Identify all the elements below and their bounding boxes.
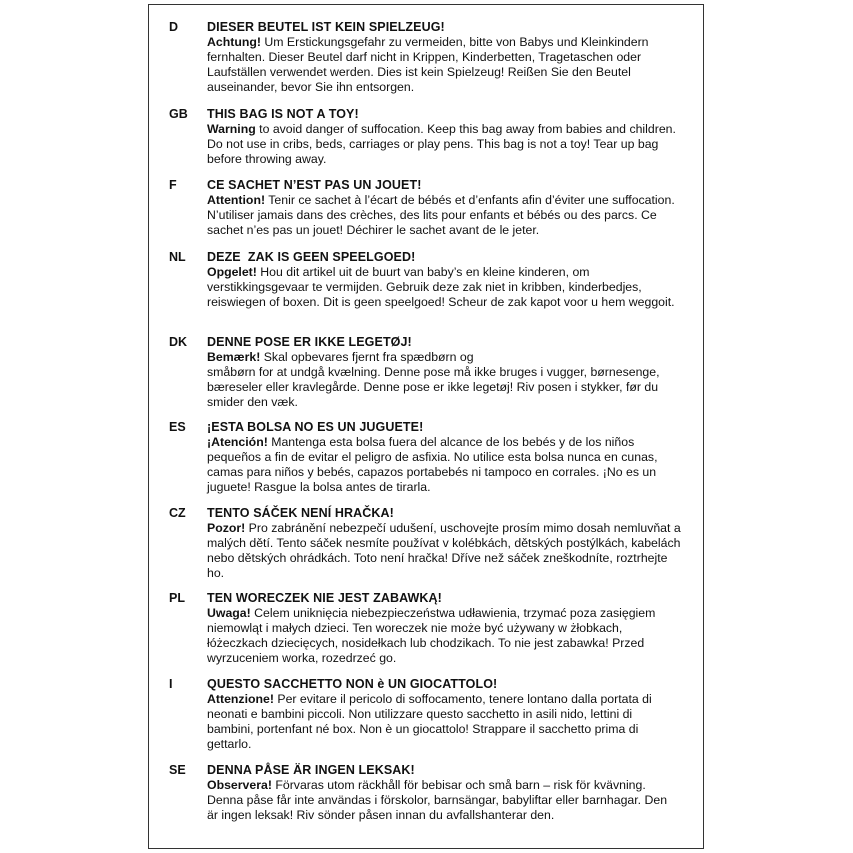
warning-text xyxy=(207,692,681,752)
warning-body: Skal opbevares fjernt fra spædbørn og småbørn for at undgå kvælning. Denne pose må ikke bruges i vugger, børnesenge, bæreseler eller kravlegårde. Denne pose er ikke legetøj! Riv posen i stykker, før du smider den væk. xyxy=(207,350,660,409)
warning-heading: QUESTO SACCHETTO NON è UN GIOCATTOLO! xyxy=(207,677,498,691)
section-body xyxy=(207,677,681,752)
language-code: D xyxy=(169,20,179,34)
warning-lead: ¡Atención! xyxy=(207,435,268,449)
warning-text xyxy=(207,193,681,238)
warning-body: Tenir ce sachet à l’écart de bébés et d’enfants afin d’éviter une suffocation. N’utiliser jamais dans des crèches, des lits pour enfants et bébés ou des parcs. Ce sachet n’es pas un jouet! Déchirer le sachet avant de le jeter. xyxy=(207,193,675,237)
warning-sheet xyxy=(148,4,704,849)
section-body xyxy=(207,420,681,495)
section-body xyxy=(207,178,681,238)
warning-body: Celem uniknięcia niebezpieczeństwa udławienia, trzymać poza zasięgiem niemowląt i małych dzieci. Ten woreczek nie może być używany w żłobkach, łóżeczkach dziecięcych, nosidełkach lub chodzikach. To nie jest zabawka! Przed wyrzuceniem worka, rozedrzeć go. xyxy=(207,606,656,665)
warning-heading: DIESER BEUTEL IST KEIN SPIELZEUG! xyxy=(207,20,445,34)
warning-text xyxy=(207,606,681,666)
warning-text xyxy=(207,122,681,167)
warning-heading: THIS BAG IS NOT A TOY! xyxy=(207,107,359,121)
warning-body: to avoid danger of suffocation. Keep this bag away from babies and children. Do not use in cribs, beds, carriages or play pens. This bag is not a toy! Tear up bag before throwing away. xyxy=(207,122,676,166)
warning-lead: Opgelet! xyxy=(207,265,257,279)
section-body xyxy=(207,591,681,666)
language-code: F xyxy=(169,178,177,192)
language-code: SE xyxy=(169,763,186,777)
warning-text xyxy=(207,35,681,95)
warning-lead: Attenzione! xyxy=(207,692,274,706)
warning-body: Mantenga esta bolsa fuera del alcance de los bebés y de los niños pequeños a fin de evitar el peligro de asfixia. No utilice esta bolsa nunca en cunas, camas para niños y bebés, capazos portabebés ni tampoco en corrales. ¡No es un juguete! Rasgue la bolsa antes de tirarla. xyxy=(207,435,658,494)
warning-body: Pro zabránění nebezpečí udušení, uschovejte prosím mimo dosah nemluvňat a malých dětí. Tento sáček nesmíte používat v kolébkách, dětských postýlkách, kabelách nebo dětských ohrádkách. Toto není hračka! Dříve než sáček zneškodníte, roztrhejte ho. xyxy=(207,521,681,580)
warning-body: Per evitare il pericolo di soffocamento, tenere lontano dalla portata di neonati e bambini piccoli. Non utilizzare questo sacchetto in asili nido, lettini di bambini, portenfant né box. Non è un giocattolo! Strappare il sacchetto prima di gettarlo. xyxy=(207,692,652,751)
warning-lead: Uwaga! xyxy=(207,606,251,620)
warning-body: Um Erstickungsgefahr zu vermeiden, bitte von Babys und Kleinkindern fernhalten. Dieser Beutel darf nicht in Krippen, Kinderbetten, Tragetaschen oder Laufställen verwendet werden. Dies ist kein Spielzeug! Reißen Sie den Beutel auseinander, bevor Sie ihn entsorgen. xyxy=(207,35,649,94)
warning-heading: TENTO SÁČEK NENÍ HRAČKA! xyxy=(207,506,394,520)
warning-text xyxy=(207,350,681,410)
language-code: GB xyxy=(169,107,188,121)
warning-body: Förvaras utom räckhåll för bebisar och små barn – risk för kvävning. Denna påse får inte användas i förskolor, barnsängar, babyliftar eller barnhagar. Den är ingen leksak! Riv sönder påsen innan du avfallshanterar den. xyxy=(207,778,668,822)
language-code: CZ xyxy=(169,506,186,520)
language-code: PL xyxy=(169,591,185,605)
warning-heading: TEN WORECZEK NIE JEST ZABAWKĄ! xyxy=(207,591,442,605)
section-body xyxy=(207,250,681,310)
warning-lead: Attention! xyxy=(207,193,266,207)
warning-heading: CE SACHET N’EST PAS UN JOUET! xyxy=(207,178,422,192)
warning-text xyxy=(207,435,681,495)
section-body xyxy=(207,20,681,95)
warning-body: Hou dit artikel uit de buurt van baby’s en kleine kinderen, om verstikkingsgevaar te vermijden. Gebruik deze zak niet in kribben, kinderbedjes, reiswiegen of boxen. Dit is geen speelgoed! Scheur de zak kapot voor u hem weggoit. xyxy=(207,265,675,309)
warning-text xyxy=(207,778,681,823)
warning-lead: Achtung! xyxy=(207,35,261,49)
warning-text xyxy=(207,265,681,310)
language-code: ES xyxy=(169,420,186,434)
warning-heading: DEZE ZAK IS GEEN SPEELGOED! xyxy=(207,250,416,264)
section-body xyxy=(207,506,681,581)
warning-text xyxy=(207,521,681,581)
warning-heading: DENNE POSE ER IKKE LEGETØJ! xyxy=(207,335,412,349)
language-code: I xyxy=(169,677,173,691)
warning-lead: Bemærk! xyxy=(207,350,261,364)
warning-heading: DENNA PÅSE ÄR INGEN LEKSAK! xyxy=(207,763,415,777)
warning-lead: Observera! xyxy=(207,778,272,792)
language-code: DK xyxy=(169,335,188,349)
warning-lead: Warning xyxy=(207,122,256,136)
warning-lead: Pozor! xyxy=(207,521,246,535)
language-code: NL xyxy=(169,250,186,264)
section-body xyxy=(207,763,681,823)
warning-heading: ¡ESTA BOLSA NO ES UN JUGUETE! xyxy=(207,420,424,434)
section-body xyxy=(207,107,681,167)
section-body xyxy=(207,335,681,410)
